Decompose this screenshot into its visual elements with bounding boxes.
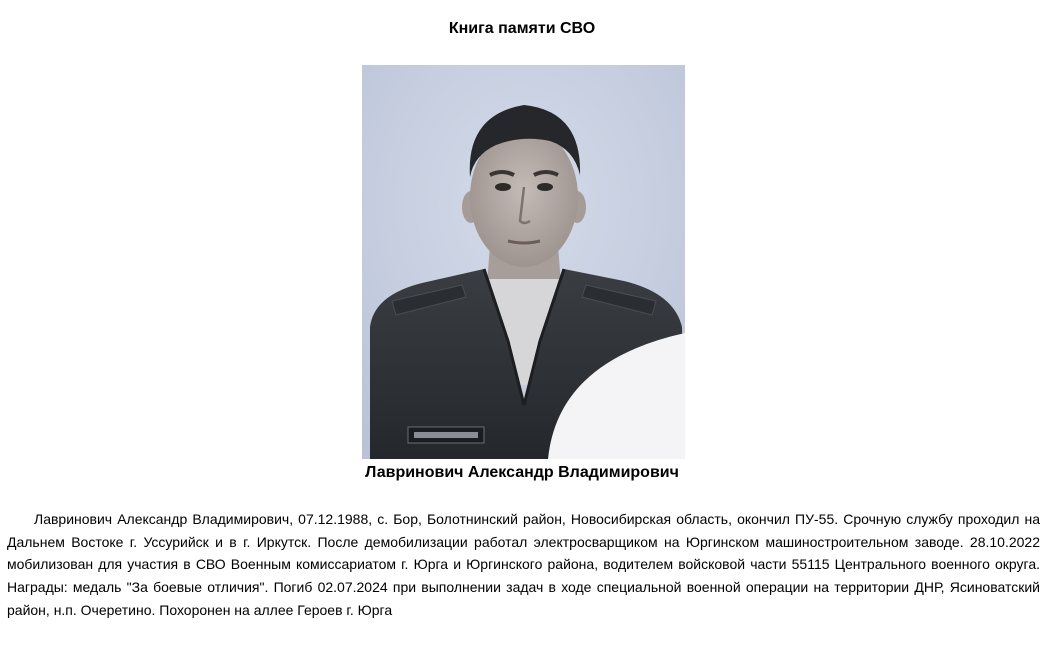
person-biography: Лавринович Александр Владимирович, 07.12.1988, с. Бор, Болотнинский район, Новосибирская область, окончил ПУ-55. Срочную службу проходил на Дальнем Востоке г. Уссурийск и в г. Иркутск. После демобилизации работал электросварщиком на Юргинском машиностроительном заводе. 28.10.2022 мобилизован для участия в СВО Военным комиссариатом г. Юрга и Юргинского района, водителем войсковой части 55115 Центрального военного округа. Награды: медаль "За боевые отличия". Погиб 02.07.2024 при выполнении задач в ходе специальной военной операции на территории ДНР, Ясиноватский район, н.п. Очеретино. Похоронен на аллее Героев г. Юрга: [7, 511, 1040, 618]
portrait-illustration: [362, 65, 685, 459]
page-title: Книга памяти СВО: [448, 20, 596, 37]
portrait-photo: [362, 65, 685, 459]
person-name: Лавринович Александр Владимирович: [365, 464, 679, 481]
